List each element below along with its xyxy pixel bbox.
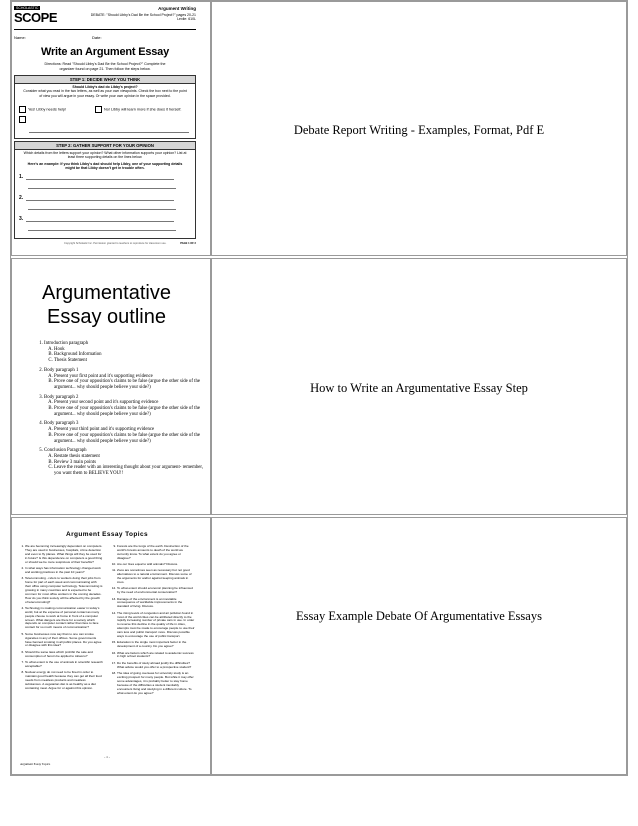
name-label: Name:	[14, 35, 26, 40]
outline-subitem: B. Background Information	[54, 352, 204, 358]
topic-item: 4. Technology is making communication easier in today's world, but at the expense of personal contact as many people choose to work at home in front of a computer screen. What dangers are there for a society which depends on computer contact rather than face to face contact for so much means of communication?	[25, 607, 103, 630]
outline-subitem: A. Present your second point and it's supporting evidence	[54, 400, 204, 406]
answer-rule	[28, 230, 176, 231]
topic-item: 2. In what ways has information technology changed work and working practices in the past 10 years?	[25, 567, 103, 575]
topic-item: 3. Telecommuting - refers to workers doing their jobs from home for part of each week and communicating with their office using computer technology. Telecommuting is growing in many countries and is expected to be common for most office workers in the coming decades. How do you think society will be affected by the growth of telecommuting?	[25, 577, 103, 604]
worksheet-header-subtitle: DEBATE: "Should Libby's Dad Be the School Project?" pages 20-21 Lexile: 610L	[90, 13, 196, 21]
answer-line-2	[19, 195, 185, 201]
topic-item: 1. We are becoming increasingly dependent on computers. They are used in businesses, hospitals, crime detection and even to fly planes. What things will they be used for in future? Is this dependence on computers a good thing or should we be more suspicious of their benefits?	[25, 545, 103, 565]
outline-subitems	[44, 454, 204, 477]
step1-text: Consider what you read in the two letters, as well as your own viewpoints. Check the box next to the point of view you will argue in your essay. Or write your own opinion in the space provided.	[23, 89, 187, 98]
worksheet-title: Write an Argument Essay	[40, 46, 170, 58]
step1-heading: STEP 1: DECIDE WHAT YOU THINK	[15, 76, 195, 84]
outline-thumbnail[interactable]	[14, 259, 204, 502]
topics-page-number: - 1 -	[104, 755, 110, 759]
topics-thumbnail[interactable]	[14, 518, 200, 768]
outline-section	[44, 341, 204, 364]
topic-item: 6. Should the same laws which prohibit the sale and consumption of heroin be applied to tobacco?	[25, 651, 103, 659]
topic-item: 10. Are our lives equal to wild animals? Discuss.	[117, 563, 195, 567]
outline-subitems	[44, 400, 204, 417]
caption-cell-2[interactable]	[211, 258, 627, 515]
outline-subitem: A. Present your first point and it's supporting evidence	[54, 374, 204, 380]
outline-subitem: A. Restate thesis statement	[54, 454, 204, 460]
option-no	[95, 106, 181, 113]
image-caption[interactable]: How to Write an Argumentative Essay Step	[310, 381, 528, 395]
step2-heading: STEP 2: GATHER SUPPORT FOR YOUR OPINION	[15, 142, 195, 150]
outline-section	[44, 421, 204, 444]
date-label: Date:	[92, 35, 102, 40]
step2-box	[14, 141, 196, 239]
answer-number: 3.	[19, 216, 24, 222]
section-heading: Conclusion Paragraph	[44, 448, 87, 454]
outline-subitem: C. Thesis Statement	[54, 358, 204, 364]
section-heading: Introduction paragraph	[44, 341, 89, 346]
topic-item: 9. Forests are the lungs of the earth. Destruction of the world's forests amounts to death of the world we currently know. To what extent do you agree or disagree?	[117, 545, 195, 561]
answer-line-3	[19, 216, 185, 222]
outline-subitem: B. Prove one of your opposition's claims to be false (argue the other side of the argument... why should people believe your side?)	[54, 433, 204, 444]
outline-subitem: C. Leave the reader with an interesting thought about your argument- remember, you want them to BELIEVE YOU!!	[54, 465, 204, 476]
topic-item: 5. Some businesses now say that no one can smoke cigarettes in any of their offices. Some governments have banned smoking in all public places. Do you agree or disagree with this idea?	[25, 633, 103, 649]
answer-rule	[26, 221, 174, 222]
answer-number: 1.	[19, 174, 24, 180]
topic-item: 11. Zoos are sometimes seen as necessary but not good alternatives to a natural environment. Discuss some of the arguments for and/or against keeping animals in zoos.	[117, 569, 195, 585]
caption-cell-3[interactable]	[211, 517, 627, 775]
outline-section	[44, 368, 204, 391]
option-other	[19, 116, 28, 123]
section-heading: Body paragraph 3	[44, 421, 79, 427]
topic-item: 14. The rising levels of congestion and air pollution found in most of the world cities can be attributed directly to the rapidly increasing number of private cars in use. In order to reverse this decline in the quality of life in cities, attempts must be made to encourage people to use their cars less and public transport more. Discuss possible ways to encourage the use of public transport.	[117, 612, 195, 639]
worksheet-header-title: Argument Writing	[158, 6, 196, 11]
answer-line-1	[19, 174, 185, 180]
topics-footer: Argument Essay Topics	[20, 762, 51, 766]
topic-item: 18. The idea of going overseas for university study is an exciting prospect for many people. But while it may offer some advantages, it is probably better to stay home because of the difficulties a student inevitably encounters living and studying in a different culture. To what extent do you agree?	[117, 672, 195, 695]
section-heading: Body paragraph 2	[44, 394, 79, 400]
step2-text: Which details from the letters support your opinion? What other information supports your opinion? List at least three supporting details on the lines below.	[23, 151, 187, 160]
outline-subitem: B. Prove one of your opposition's claims to be false (argue the other side of the argument... why should people believe your side?)	[54, 406, 204, 417]
caption-cell-1[interactable]	[211, 1, 627, 256]
topic-item: 16. What are factors which are related to academic success in high school students?	[117, 652, 195, 660]
outline-title-line1: Argumentative	[42, 282, 171, 304]
outline-subitems	[44, 347, 204, 364]
worksheet-thumbnail[interactable]	[14, 6, 196, 249]
answer-rule	[26, 179, 174, 180]
answer-line-1b	[25, 183, 185, 189]
outline-subitems	[44, 374, 204, 391]
outline-list	[32, 341, 204, 481]
thumbnail-cell-1[interactable]	[11, 1, 211, 256]
topic-item: 12. To what extent should economic planning be influenced by the need of environmental conservation?	[117, 587, 195, 595]
option-yes	[19, 106, 66, 113]
outline-subitem: A. Present your third point and it's supporting evidence	[54, 427, 204, 433]
topic-item: 17. Do the benefits of study abroad justify the difficulties? What advice would you offer to a prospective student?	[117, 662, 195, 670]
worksheet-directions: Directions: Read "Should Libby's Dad Be the School Project?" Complete the organizer found on page 21. Then follow the steps below.	[44, 62, 166, 71]
topics-title: Argument Essay Topics	[66, 531, 148, 538]
scholastic-logo-bar: SCHOLASTIC	[16, 6, 39, 10]
image-gallery-grid	[10, 0, 628, 776]
answer-rule	[28, 188, 176, 189]
topic-item: 13. Damage of the environment is an inevitable consequence of worldwide improvements in the standard of living. Discuss.	[117, 598, 195, 610]
step1-box	[14, 75, 196, 139]
answer-line	[29, 132, 189, 133]
outline-section	[44, 395, 204, 418]
topics-list-right	[110, 545, 195, 695]
worksheet-page-number: PAGE 1 OF 2	[180, 242, 196, 245]
step2-example: Here's an example: If you think Libby's dad should help Libby, one of your supporting details might be that Libby doesn't get in trouble often.	[27, 161, 183, 170]
topic-item: 7. To what extent is the use of animals in scientific research acceptable?	[25, 661, 103, 669]
option-no-label: No! Libby will learn more if she does it herself.	[104, 107, 182, 112]
checkbox-icon	[95, 106, 102, 113]
outline-subitem: B. Review 3 main points	[54, 460, 204, 466]
checkbox-icon	[19, 106, 26, 113]
section-heading: Body paragraph 1	[44, 367, 79, 373]
image-caption[interactable]: Essay Example Debate Of Argumentative Essays	[296, 609, 542, 623]
worksheet-footer	[64, 242, 196, 245]
topic-item: 15. Education is the single most important factor in the development of a country. Do you agree?	[117, 641, 195, 649]
thumbnail-cell-2[interactable]	[11, 258, 211, 515]
answer-rule	[28, 209, 176, 210]
outline-subitems	[44, 427, 204, 444]
outline-subitem: A. Hook	[54, 347, 204, 353]
topics-left-column	[18, 545, 103, 693]
header-rule	[14, 29, 196, 30]
answer-rule	[26, 200, 174, 201]
topics-right-column	[110, 545, 195, 698]
outline-title-line2: Essay outline	[47, 306, 166, 328]
answer-number: 2.	[19, 195, 24, 201]
topics-list-left	[18, 545, 103, 691]
outline-subitem: B. Prove one of your opposition's claims to be false (argue the other side of the argument... why should people believe your side?)	[54, 379, 204, 390]
outline-title	[14, 281, 199, 329]
topic-item: 8. Nuclear energy do not need to be fined in order to maintain good health because they can get all their food needs from meatless products and meatless substances. A vegetarian diet is as healthy as a diet containing meat. Argue for or against this opinion.	[25, 671, 103, 691]
checkbox-icon	[19, 116, 26, 123]
option-yes-label: Yes! Libby needs help!	[28, 107, 67, 112]
answer-line-3b	[25, 225, 185, 231]
scope-logo: SCOPE	[14, 10, 58, 25]
step1-question: Should Libby's dad do Libby's project?	[72, 85, 138, 89]
outline-section	[44, 448, 204, 477]
answer-line-2b	[25, 204, 185, 210]
image-caption[interactable]: Debate Report Writing - Examples, Format, Pdf E	[293, 123, 545, 137]
copyright-text: Copyright Scholastic Inc. Permission granted to teachers to reproduce for classroom use.	[64, 242, 167, 245]
thumbnail-cell-3[interactable]	[11, 517, 211, 775]
